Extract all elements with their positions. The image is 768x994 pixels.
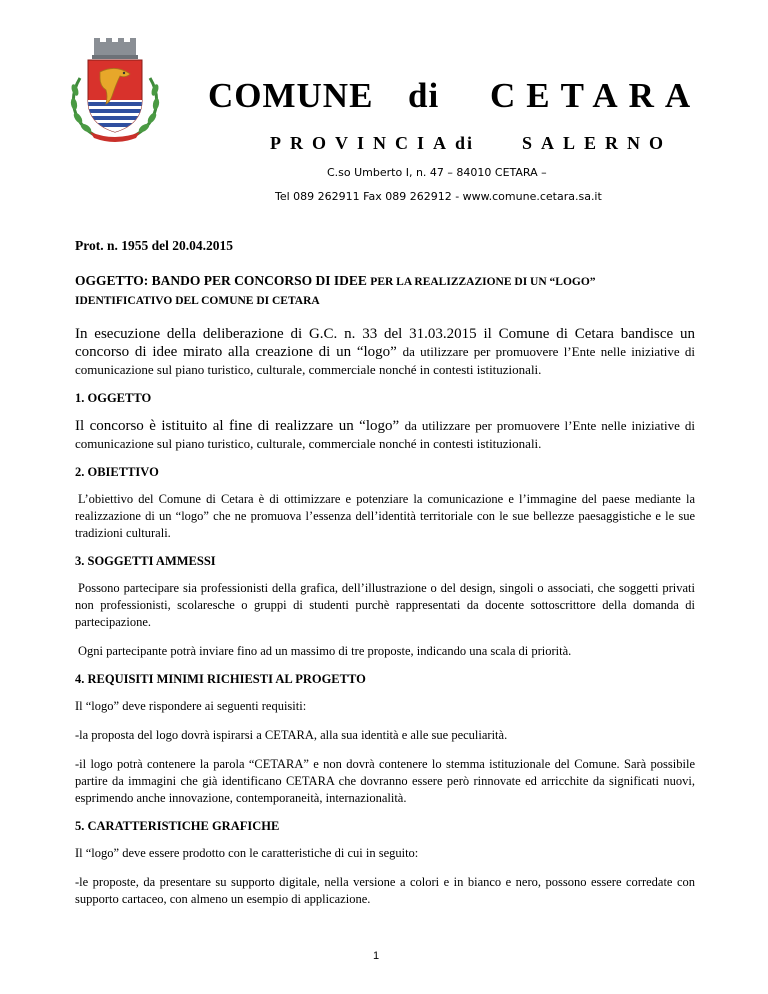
provincia-word: PROVINCIA bbox=[270, 133, 456, 153]
requisiti-intro: Il “logo” deve rispondere ai seguenti requisiti: bbox=[75, 699, 307, 713]
section-heading-obiettivo: 2. OBIETTIVO bbox=[75, 465, 159, 479]
requisiti-item-2: -il logo potrà contenere la parola “CETARA” e non dovrà contenere lo stemma istituzionale del Comune. Sarà possibile partire da immagini che già identificano CETARA che dovranno essere però rinnovate ed arricchite da significati nuovi, esprimendo anche innovazione, contemporaneità, internazionalità. bbox=[75, 757, 695, 805]
requisiti-item-1: -la proposta del logo dovrà ispirarsi a CETARA, alla sua identità e alle sue peculiarità. bbox=[75, 728, 508, 742]
di-word: di bbox=[408, 76, 440, 115]
provincia-di: di bbox=[455, 133, 475, 153]
town-name: CETARA bbox=[490, 76, 702, 115]
coat-of-arms-icon bbox=[66, 38, 164, 142]
section-heading-soggetti: 3. SOGGETTI AMMESSI bbox=[75, 554, 216, 568]
grafiche-item-1: -le proposte, da presentare su supporto digitale, nella versione a colori e in bianco e nero, possono essere corredate con supporto cartaceo, con almeno un esempio di applicazione. bbox=[75, 875, 695, 906]
contacts-line: Tel 089 262911 Fax 089 262912 - www.comune.cetara.sa.it bbox=[275, 190, 602, 203]
section-text-soggetti: Possono partecipare sia professionisti della grafica, dell’illustrazione o del design, singoli o associati, che soggetti privati non professionisti, scolaresche o gruppi di studenti purchè rappresentati da docente sottoscrittore della domanda di partecipazione. bbox=[75, 581, 695, 629]
oggetto-rest: da utilizzare per promuovere l’Ente nelle iniziative di comunicazione sul piano turistico, culturale, commerciale nonché in contesti istituzionali. bbox=[75, 418, 695, 451]
subject-main: OGGETTO: BANDO PER CONCORSO DI IDEE bbox=[75, 273, 371, 288]
subject bbox=[75, 272, 695, 310]
grafiche-intro: Il “logo” deve essere prodotto con le caratteristiche di cui in seguito: bbox=[75, 846, 419, 860]
comune-word: COMUNE bbox=[208, 76, 374, 115]
province-line bbox=[270, 133, 673, 153]
intro-rest: da utilizzare per promuovere l’Ente nelle iniziative di comunicazione sul piano turistico, culturale, commerciale nonché in contesti istituzionali. bbox=[75, 344, 695, 377]
section-text-oggetto bbox=[75, 417, 695, 453]
address-line: C.so Umberto I, n. 47 – 84010 CETARA – bbox=[327, 166, 547, 179]
section-heading-requisiti: 4. REQUISITI MINIMI RICHIESTI AL PROGETTO bbox=[75, 672, 366, 686]
intro-paragraph bbox=[75, 325, 695, 379]
oggetto-lead: Il concorso è istituito al fine di realizzare un “logo” bbox=[75, 418, 405, 434]
section-heading-oggetto: 1. OGGETTO bbox=[75, 391, 152, 405]
subject-rest: PER LA REALIZZAZIONE DI UN “LOGO” IDENTIFICATIVO DEL COMUNE DI CETARA bbox=[75, 276, 596, 307]
section-text-obiettivo: L’obiettivo del Comune di Cetara è di ottimizzare e potenziare la comunicazione e l’immagine del paese mediante la realizzazione di un “logo” che ne promuova l’essenza dell’identità territoriale con le sue bellezze paesaggistiche e le sue tradizioni culturali. bbox=[75, 492, 695, 540]
section-heading-grafiche: 5. CARATTERISTICHE GRAFICHE bbox=[75, 819, 280, 833]
document-body bbox=[75, 238, 695, 920]
page-number: 1 bbox=[373, 950, 380, 962]
intro-lead: In esecuzione della deliberazione di G.C. n. 33 del 31.03.2015 il Comune di Cetara bandisce un concorso di idee mirato alla creazione di un “logo” bbox=[75, 326, 695, 360]
province-name: SALERNO bbox=[522, 133, 673, 153]
protocol-number: Prot. n. 1955 del 20.04.2015 bbox=[75, 238, 233, 253]
section-text-proposte: Ogni partecipante potrà inviare fino ad un massimo di tre proposte, indicando una scala di priorità. bbox=[78, 644, 572, 658]
